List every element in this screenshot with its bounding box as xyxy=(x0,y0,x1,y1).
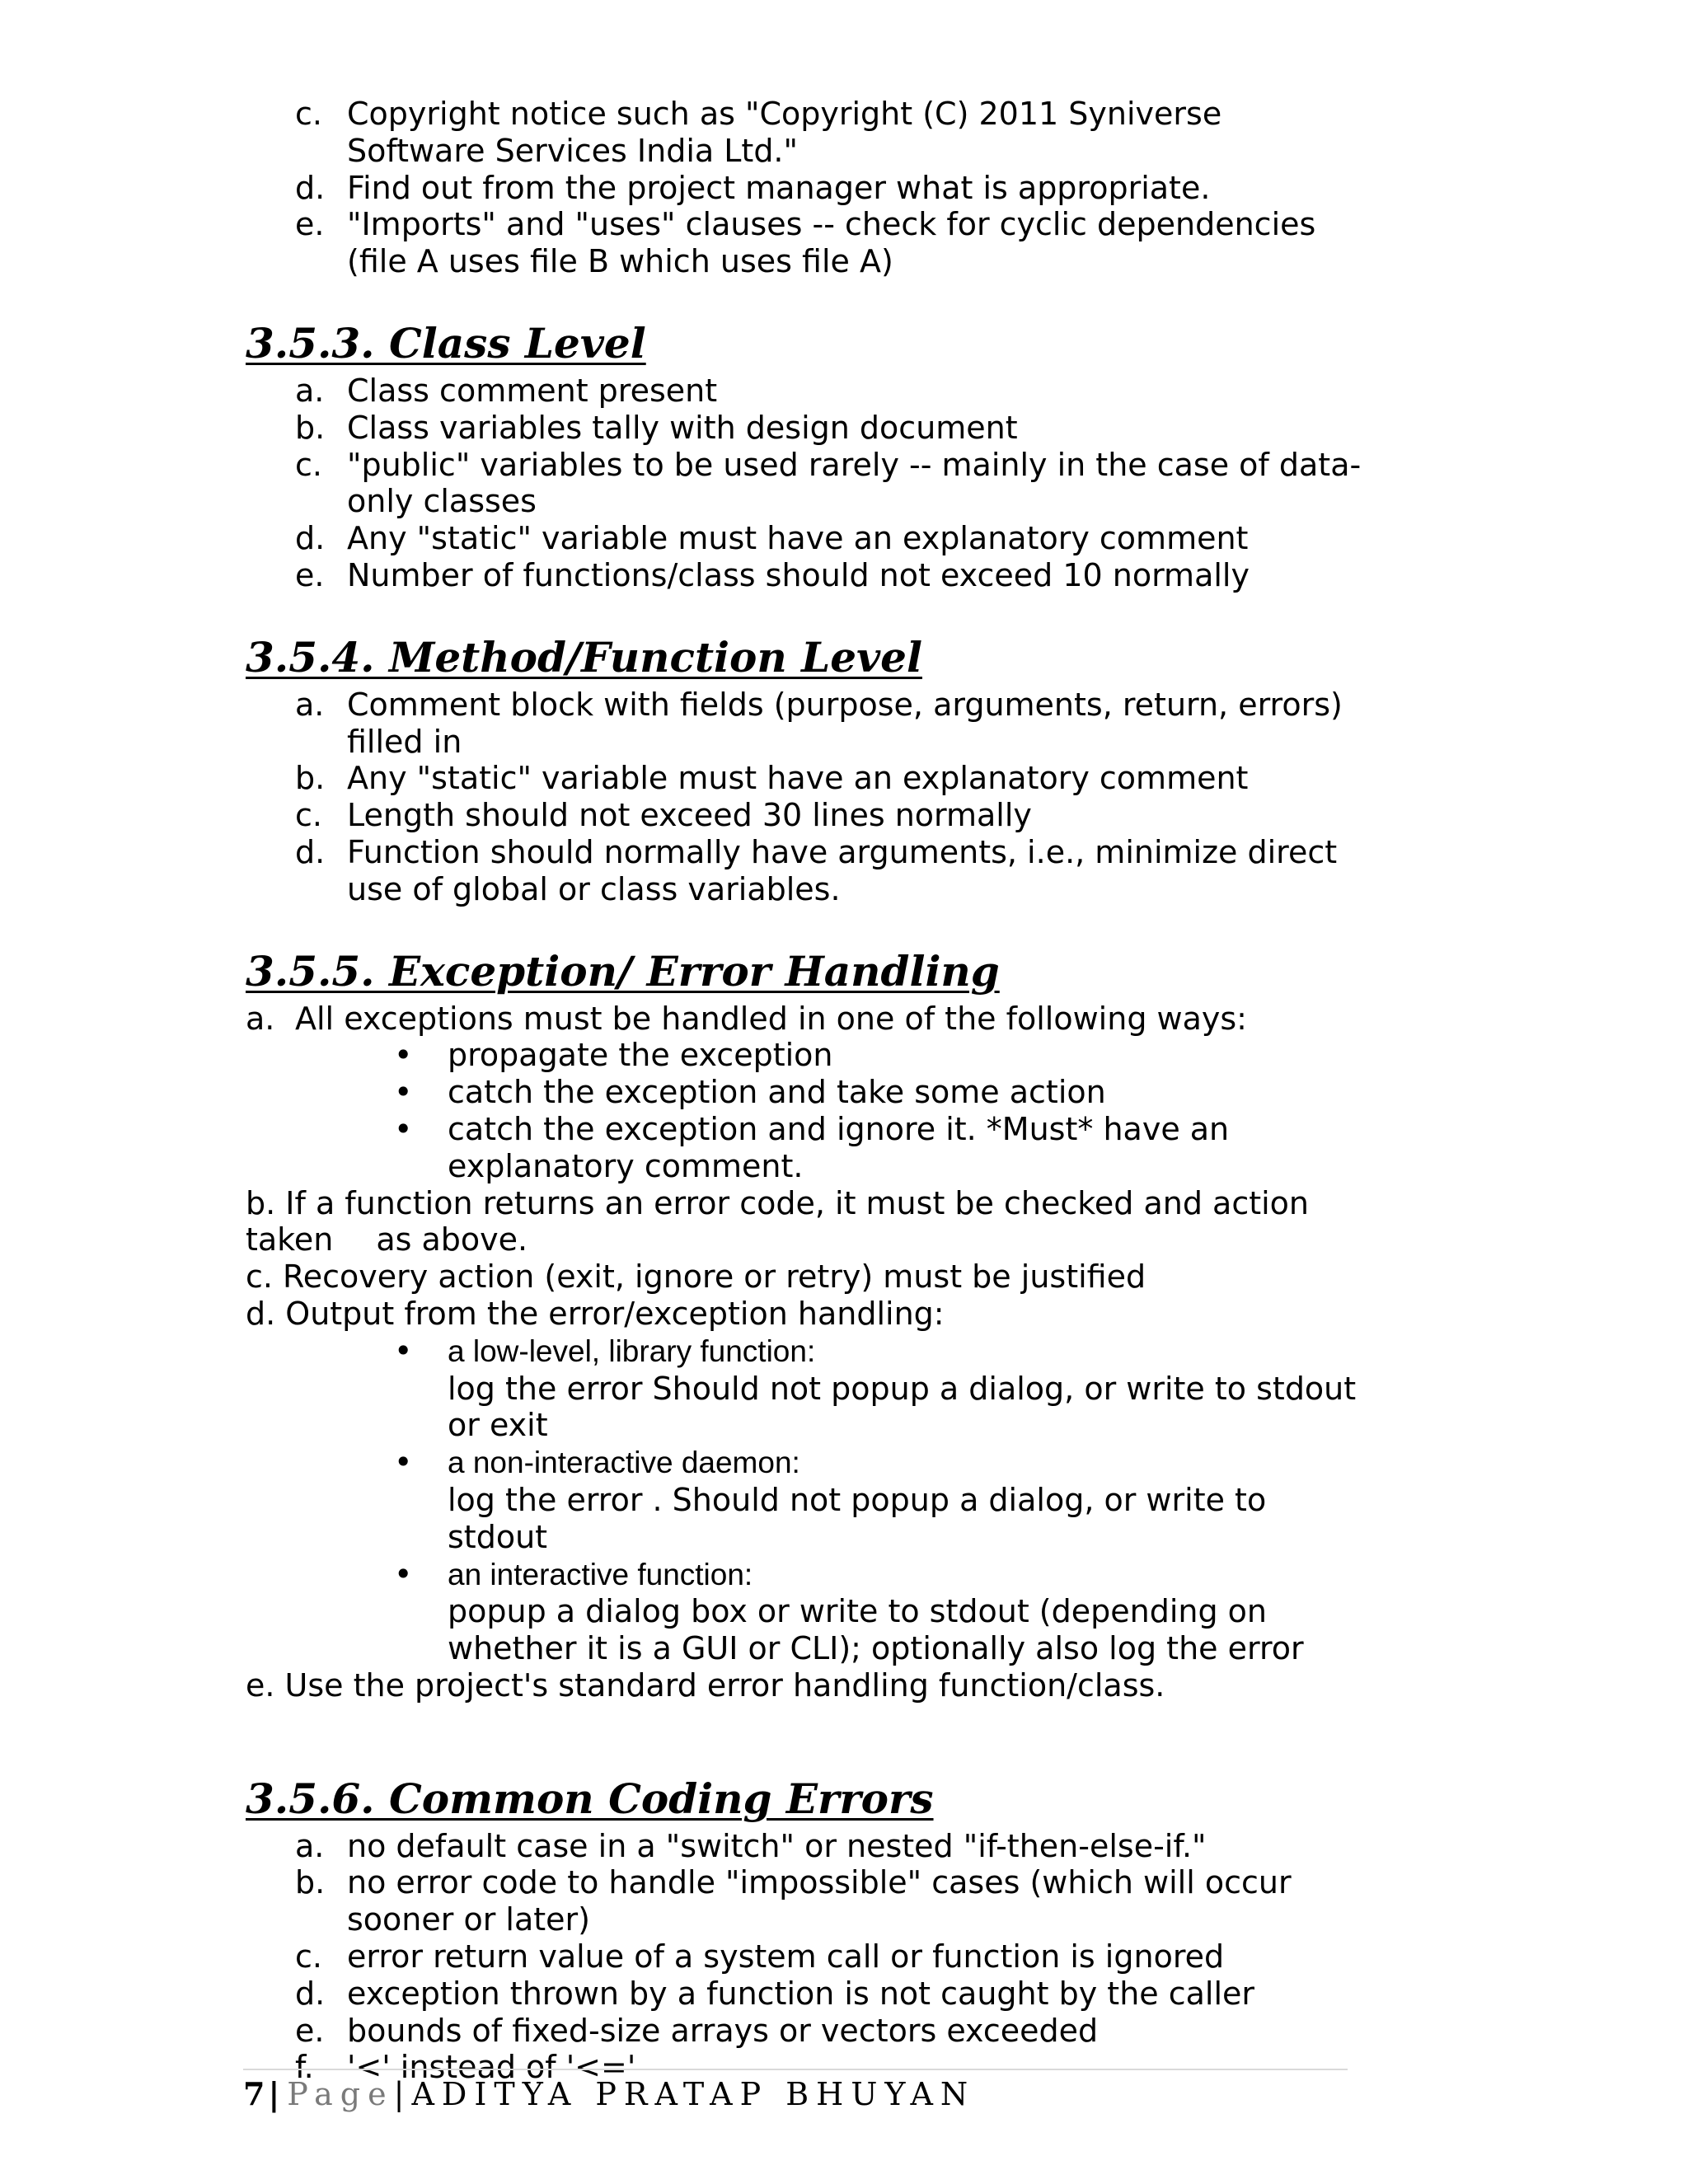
method-level-list xyxy=(246,687,1367,908)
list-item xyxy=(246,557,1367,594)
list-item-text: no default case in a "switch" or nested "if-then-else-if." xyxy=(347,1827,1207,1864)
list-marker: c. xyxy=(295,446,322,483)
section-heading-common-errors: 3.5.6. Common Coding Errors xyxy=(246,1774,934,1823)
list-marker: f. xyxy=(295,2049,314,2086)
list-item xyxy=(246,2013,1367,2050)
footer-separator: | xyxy=(393,2076,412,2112)
list-item xyxy=(246,447,1367,521)
page-number: 7 xyxy=(243,2075,269,2112)
bullet-item xyxy=(246,1111,1367,1185)
paragraph-text: b. If a function returns an error code, it must be checked and action xyxy=(246,1184,1310,1221)
bullet-icon: • xyxy=(394,1110,413,1147)
bullet-text: log the error Should not popup a dialog, or write to stdout or exit xyxy=(448,1370,1357,1444)
list-marker: a. xyxy=(295,372,325,409)
list-item-text: Class variables tally with design document xyxy=(347,409,1018,446)
bullet-title: a non-interactive daemon: xyxy=(448,1446,800,1480)
common-errors-list xyxy=(246,1828,1367,2087)
list-marker: b. xyxy=(295,409,326,446)
list-marker: b. xyxy=(295,1864,326,1901)
list-item xyxy=(246,96,1367,170)
exception-item-a xyxy=(246,1001,1367,1038)
list-marker: a. xyxy=(246,1000,275,1037)
list-item-text: Function should normally have arguments, i.e., minimize direct use of global or class variables. xyxy=(347,833,1338,907)
list-item xyxy=(246,206,1367,280)
page-label: Page xyxy=(287,2076,394,2112)
list-item-text: no error code to handle "impossible" cases (which will occur sooner or later) xyxy=(347,1864,1292,1938)
list-item-text: exception thrown by a function is not caught by the caller xyxy=(347,1975,1255,2012)
bullet-icon: • xyxy=(394,1037,413,1074)
list-item xyxy=(246,834,1367,908)
exception-item-e: e. Use the project's standard error handling function/class. xyxy=(246,1666,1165,1704)
bullet-icon: • xyxy=(394,1444,413,1481)
bullet-item xyxy=(246,1074,1367,1111)
list-marker: d. xyxy=(295,520,326,557)
list-item xyxy=(246,1828,1367,1865)
bullet-item xyxy=(246,1037,1367,1074)
list-item-text: "public" variables to be used rarely -- mainly in the case of data-only classes xyxy=(347,446,1362,520)
list-item-text: '<' instead of '<=' xyxy=(347,2049,636,2086)
list-item-text: Find out from the project manager what is appropriate. xyxy=(347,169,1211,206)
list-item-text: Comment block with fields (purpose, arguments, return, errors) filled in xyxy=(347,686,1343,760)
page-content xyxy=(246,96,1367,2086)
footer-author: ADITYA PRATAP BHUYAN xyxy=(411,2076,976,2112)
exception-item-b xyxy=(246,1185,1367,1259)
list-item-text: Any "static" variable must have an explanatory comment xyxy=(347,520,1249,557)
list-marker: b. xyxy=(295,760,326,797)
exception-item-c: c. Recovery action (exit, ignore or retry) must be justified xyxy=(246,1258,1146,1296)
section-heading-exception-handling: 3.5.5. Exception/ Error Handling xyxy=(246,946,1000,996)
page-footer xyxy=(243,2069,1348,2112)
list-item-text: bounds of fixed-size arrays or vectors exceeded xyxy=(347,2012,1099,2049)
list-item xyxy=(246,410,1367,447)
class-level-list xyxy=(246,373,1367,594)
exception-item-d: d. Output from the error/exception handling: xyxy=(246,1295,945,1332)
bullet-item xyxy=(246,1556,1367,1667)
list-item xyxy=(246,170,1367,207)
bullet-text: popup a dialog box or write to stdout (depending on whether it is a GUI or CLI); optionally also log the error xyxy=(448,1593,1304,1667)
exception-ways-list xyxy=(246,1037,1367,1184)
bullet-title: a low-level, library function: xyxy=(448,1333,816,1368)
bullet-icon: • xyxy=(394,1332,413,1369)
bullet-icon: • xyxy=(394,1555,413,1592)
list-item xyxy=(246,687,1367,761)
list-marker: e. xyxy=(295,2012,325,2049)
list-marker: a. xyxy=(295,686,325,723)
list-item-text: Number of functions/class should not exceed 10 normally xyxy=(347,556,1250,593)
list-marker: d. xyxy=(295,833,326,870)
list-marker: c. xyxy=(295,1938,322,1975)
list-item xyxy=(246,1864,1367,1938)
intro-list xyxy=(246,96,1367,280)
list-item xyxy=(246,520,1367,557)
list-marker: d. xyxy=(295,169,326,206)
footer-separator: | xyxy=(268,2075,288,2112)
bullet-text: log the error . Should not popup a dialog, or write to stdout xyxy=(448,1481,1267,1555)
list-item-text: error return value of a system call or function is ignored xyxy=(347,1938,1225,1975)
list-marker: e. xyxy=(295,556,325,593)
list-marker: c. xyxy=(295,96,322,132)
list-item xyxy=(246,797,1367,834)
bullet-item xyxy=(246,1333,1367,1444)
bullet-text: catch the exception and take some action xyxy=(448,1074,1106,1111)
bullet-text: propagate the exception xyxy=(448,1037,833,1074)
list-item-text: "Imports" and "uses" clauses -- check for cyclic dependencies (file A uses file B which uses file A) xyxy=(347,206,1316,280)
list-item-text: Class comment present xyxy=(347,372,718,409)
list-marker: e. xyxy=(295,206,325,243)
list-item-text: Length should not exceed 30 lines normally xyxy=(347,797,1032,834)
list-item xyxy=(246,1975,1367,2013)
list-item xyxy=(246,373,1367,410)
list-marker: a. xyxy=(295,1827,325,1864)
paragraph-text: taken xyxy=(246,1221,334,1258)
list-marker: c. xyxy=(295,797,322,834)
output-handling-list xyxy=(246,1333,1367,1667)
section-heading-method-level: 3.5.4. Method/Function Level xyxy=(246,632,922,682)
bullet-text: catch the exception and ignore it. *Must* have an explanatory comment. xyxy=(448,1110,1230,1184)
bullet-icon: • xyxy=(394,1074,413,1111)
bullet-title: an interactive function: xyxy=(448,1557,753,1591)
paragraph-text: as above. xyxy=(376,1221,528,1258)
list-item xyxy=(246,760,1367,797)
list-item-text: Any "static" variable must have an explanatory comment xyxy=(347,760,1249,797)
section-heading-class-level: 3.5.3. Class Level xyxy=(246,318,646,368)
list-item xyxy=(246,1938,1367,1975)
paragraph-text: All exceptions must be handled in one of the following ways: xyxy=(295,1000,1247,1037)
list-item-text: Copyright notice such as "Copyright (C) 2011 Syniverse Software Services India Ltd." xyxy=(347,96,1222,169)
list-marker: d. xyxy=(295,1975,326,2012)
bullet-item xyxy=(246,1444,1367,1555)
